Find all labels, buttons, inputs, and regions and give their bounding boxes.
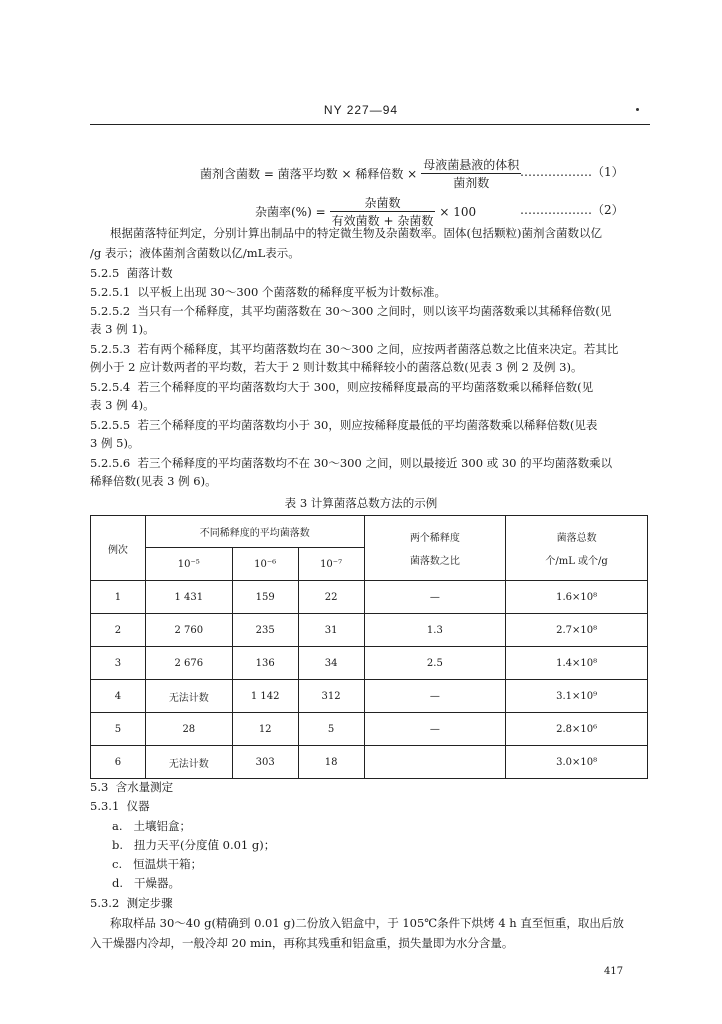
standard-code-header: NY 227—94 — [323, 103, 399, 117]
clause-number: 5.2.5.1 — [90, 285, 131, 299]
section-title: 仪器 — [126, 799, 150, 813]
item-label: d. — [112, 876, 124, 890]
cell-total: 1.4×10⁸ — [506, 647, 648, 680]
cell-case: 1 — [91, 581, 146, 614]
header-dilution-2: 10⁻⁶ — [232, 548, 298, 581]
cell-ratio: — — [364, 713, 506, 746]
cell-total: 2.8×10⁶ — [506, 713, 648, 746]
cell-d1: 2 760 — [145, 614, 232, 647]
header-ratio-line1: 两个稀释度 — [409, 533, 460, 544]
procedure-line-1: 称取样品 30～40 g(精确到 0.01 g)二份放入铝盒中，于 105℃条件下烘烤 4 h 直至恒重，取出后放 — [110, 916, 624, 930]
cell-d1: 无法计数 — [145, 746, 232, 779]
header-ratio — [364, 516, 506, 581]
header-dilution-1: 10⁻⁵ — [145, 548, 232, 581]
item-text: 土壤铝盒； — [133, 819, 191, 833]
cell-ratio: — — [364, 680, 506, 713]
item-text: 干燥器。 — [134, 876, 180, 890]
cell-d2: 159 — [232, 581, 298, 614]
instrument-item — [112, 855, 202, 874]
clause-text: 若三个稀释度的平均菌落数均大于 300，则应按稀释度最高的平均菌落数乘以稀释倍数(见 — [137, 380, 594, 394]
clause-5-2-5-5 — [90, 416, 597, 435]
cell-total: 3.1×10⁹ — [506, 680, 648, 713]
section-number: 5.2.5 — [90, 266, 120, 280]
clause-number: 5.2.5.6 — [90, 456, 131, 470]
colony-count-table — [90, 515, 648, 779]
cell-total: 2.7×10⁸ — [506, 614, 648, 647]
table-row — [91, 746, 648, 779]
cell-d3: 31 — [298, 614, 364, 647]
clause-text: 若三个稀释度的平均菌落数均不在 30～300 之间，则以最接近 300 或 30 的平均菌落数乘以 — [137, 456, 613, 470]
header-total-line1: 菌落总数 — [556, 533, 597, 544]
item-label: a. — [112, 819, 123, 833]
section-title: 测定步骤 — [126, 896, 173, 910]
cell-d2: 136 — [232, 647, 298, 680]
cell-d1: 1 431 — [145, 581, 232, 614]
clause-5-2-5-2 — [90, 302, 611, 321]
clause-5-2-5-3 — [90, 340, 618, 359]
header-dot — [636, 108, 639, 111]
cell-d2: 303 — [232, 746, 298, 779]
cell-d3: 34 — [298, 647, 364, 680]
header-total-line2: 个/mL 或个/g — [545, 556, 608, 567]
table-row — [91, 647, 648, 680]
cell-case: 5 — [91, 713, 146, 746]
formula-1-denominator: 菌剂数 — [453, 176, 490, 190]
clause-text: 当只有一个稀释度，其平均菌落数在 30～300 之间时，则以该平均菌落数乘以其稀释倍数(见 — [137, 304, 612, 318]
intro-line-2: /g 表示；液体菌剂含菌数以亿/mL表示。 — [90, 246, 300, 260]
section-5-3-2 — [90, 894, 173, 913]
cell-case: 4 — [91, 680, 146, 713]
clause-5-2-5-3-cont: 例小于 2 应计数两者的平均数，若大于 2 则计数其中稀释较小的菌落总数(见表 3 例 2 及例 3)。 — [90, 360, 583, 374]
clause-5-2-5-1 — [90, 283, 446, 302]
clause-5-2-5-2-cont: 表 3 例 1)。 — [90, 322, 155, 336]
header-dilution-group: 不同稀释度的平均菌落数 — [145, 516, 364, 548]
clause-5-2-5-4-cont: 表 3 例 4)。 — [90, 398, 155, 412]
instrument-item — [112, 817, 191, 836]
cell-d3: 18 — [298, 746, 364, 779]
item-label: c. — [112, 857, 123, 871]
instrument-item — [112, 874, 180, 893]
cell-ratio: 1.3 — [364, 614, 506, 647]
item-text: 恒温烘干箱； — [133, 857, 203, 871]
page-number: 417 — [604, 966, 624, 977]
table-row — [91, 680, 648, 713]
cell-ratio: — — [364, 581, 506, 614]
table-row — [91, 713, 648, 746]
section-5-3 — [90, 778, 173, 797]
cell-d1: 28 — [145, 713, 232, 746]
cell-ratio — [364, 746, 506, 779]
section-title: 菌落计数 — [126, 266, 173, 280]
intro-line-1: 根据菌落特征判定，分别计算出制品中的特定微生物及杂菌数率。固体(包括颗粒)菌剂含菌数以亿 — [110, 226, 602, 240]
formula-1-fraction — [421, 156, 521, 191]
cell-d3: 5 — [298, 713, 364, 746]
formula-1-lhs: 菌剂含菌数 = 菌落平均数 × 稀释倍数 × — [200, 167, 418, 181]
clause-5-2-5-6 — [90, 454, 612, 473]
clause-5-2-5-5-cont: 3 例 5)。 — [90, 436, 140, 450]
instrument-item — [112, 836, 275, 855]
header-total — [506, 516, 648, 581]
section-number: 5.3.2 — [90, 896, 120, 910]
table-caption: 表 3 计算菌落总数方法的示例 — [284, 496, 438, 510]
item-label: b. — [112, 838, 124, 852]
cell-case: 2 — [91, 614, 146, 647]
formula-1-numerator: 母液菌悬液的体积 — [423, 158, 520, 172]
cell-total: 1.6×10⁸ — [506, 581, 648, 614]
formula-1-tag: ………………（1） — [520, 165, 624, 179]
header-dilution-3: 10⁻⁷ — [298, 548, 364, 581]
procedure-line-2: 入干燥器内冷却，一般冷却 20 min，再称其残重和铝盒重，损失量即为水分含量。 — [90, 936, 514, 950]
formula-2-numerator: 杂菌数 — [330, 194, 436, 212]
cell-d2: 1 142 — [232, 680, 298, 713]
clause-number: 5.2.5.4 — [90, 380, 131, 394]
clause-number: 5.2.5.2 — [90, 304, 131, 318]
table-row — [91, 614, 648, 647]
clause-text: 若三个稀释度的平均菌落数均小于 30，则应按稀释度最低的平均菌落数乘以稀释倍数(见表 — [137, 418, 598, 432]
section-5-3-1 — [90, 797, 150, 816]
header-ratio-line2: 菌落数之比 — [409, 556, 460, 567]
clause-5-2-5-4 — [90, 378, 593, 397]
header-case: 例次 — [91, 516, 146, 581]
cell-d3: 22 — [298, 581, 364, 614]
cell-d2: 12 — [232, 713, 298, 746]
header-rule — [90, 124, 650, 125]
clause-text: 若有两个稀释度，其平均菌落数均在 30～300 之间，应按两者菌落总数之比值来决定。若其比 — [137, 342, 619, 356]
table-row — [91, 581, 648, 614]
clause-number: 5.2.5.3 — [90, 342, 131, 356]
cell-ratio: 2.5 — [364, 647, 506, 680]
formula-2-denominator: 有效菌数 + 杂菌数 — [331, 214, 434, 228]
formula-2-rhs: × 100 — [439, 204, 477, 219]
formula-2-tag: ………………（2） — [520, 203, 624, 217]
item-text: 扭力天平(分度值 0.01 g)； — [134, 838, 276, 852]
cell-case: 6 — [91, 746, 146, 779]
section-title: 含水量测定 — [115, 780, 174, 794]
section-5-2-5 — [90, 264, 173, 283]
formula-2-lhs: 杂菌率(%) = — [255, 205, 326, 219]
clause-number: 5.2.5.5 — [90, 418, 131, 432]
section-number: 5.3.1 — [90, 799, 120, 813]
cell-d2: 235 — [232, 614, 298, 647]
formula-1 — [200, 156, 521, 191]
cell-total: 3.0×10⁸ — [506, 746, 648, 779]
cell-d1: 无法计数 — [145, 680, 232, 713]
clause-text: 以平板上出现 30～300 个菌落数的稀释度平板为计数标准。 — [137, 285, 446, 299]
clause-5-2-5-6-cont: 稀释倍数(见表 3 例 6)。 — [90, 474, 217, 488]
cell-d1: 2 676 — [145, 647, 232, 680]
section-number: 5.3 — [90, 780, 109, 794]
cell-case: 3 — [91, 647, 146, 680]
cell-d3: 312 — [298, 680, 364, 713]
